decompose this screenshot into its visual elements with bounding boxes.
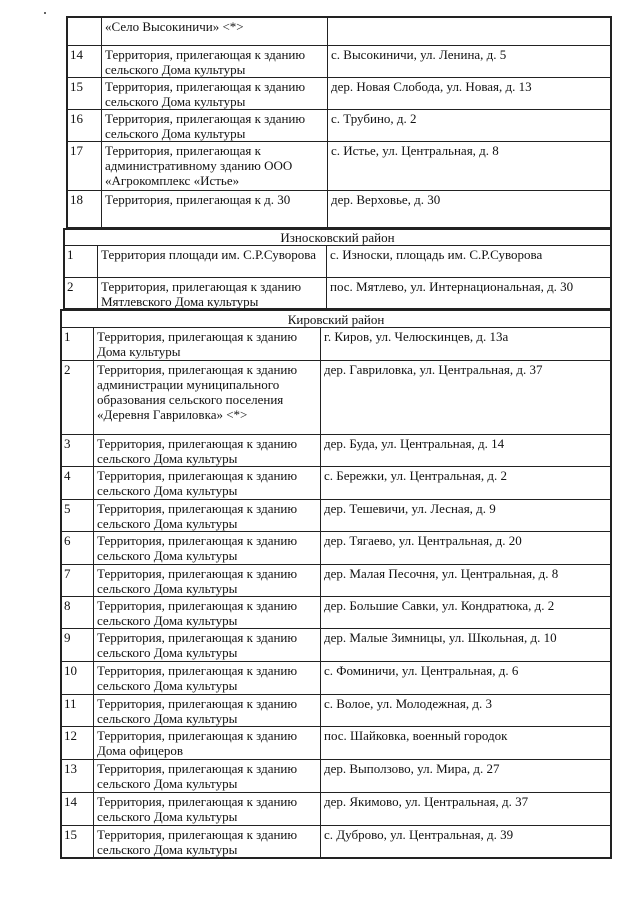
table-row: [62, 328, 611, 361]
row-address: дер. Гавриловка, ул. Центральная, д. 37: [321, 361, 611, 435]
table-row: [65, 278, 611, 310]
row-name: Территория, прилегающая к зданию сельского Дома культуры: [94, 662, 321, 695]
row-name: Территория, прилегающая к зданию сельского Дома культуры: [102, 110, 328, 142]
table-row: [62, 565, 611, 597]
row-name: Территория, прилегающая к зданию сельского Дома культуры: [94, 629, 321, 662]
row-address: дер. Тешевичи, ул. Лесная, д. 9: [321, 500, 611, 532]
row-number: 18: [68, 191, 102, 228]
table-row: [62, 695, 611, 727]
row-name: Территория, прилегающая к зданию сельского Дома культуры: [94, 695, 321, 727]
row-address: дер. Малая Песочня, ул. Центральная, д. 8: [321, 565, 611, 597]
row-number: 14: [62, 793, 94, 826]
row-number: 1: [65, 246, 98, 278]
row-name: Территория, прилегающая к зданию Дома офицеров: [94, 727, 321, 760]
scan-speck: [44, 12, 46, 14]
row-number: 3: [62, 435, 94, 467]
row-name: Территория, прилегающая к зданию сельского Дома культуры: [94, 565, 321, 597]
table-row: [68, 18, 611, 46]
row-number: 2: [62, 361, 94, 435]
table-row: [62, 597, 611, 629]
row-number: 4: [62, 467, 94, 500]
row-number: 11: [62, 695, 94, 727]
district-heading-row: [65, 230, 611, 246]
table-section-kirovsky: [60, 309, 612, 859]
table-row: [62, 361, 611, 435]
row-number: 14: [68, 46, 102, 78]
row-address: с. Высокиничи, ул. Ленина, д. 5: [328, 46, 611, 78]
territory-table-a: [67, 17, 611, 228]
row-name: Территория, прилегающая к д. 30: [102, 191, 328, 228]
table-row: [62, 727, 611, 760]
row-number: 17: [68, 142, 102, 191]
row-name: Территория, прилегающая к зданию сельского Дома культуры: [94, 467, 321, 500]
row-name: Территория, прилегающая к зданию сельского Дома культуры: [102, 78, 328, 110]
table-row: [68, 191, 611, 228]
table-row: [62, 435, 611, 467]
row-address: с. Истье, ул. Центральная, д. 8: [328, 142, 611, 191]
row-number: [68, 18, 102, 46]
row-number: 2: [65, 278, 98, 310]
row-address: пос. Мятлево, ул. Интернациональная, д. 30: [327, 278, 611, 310]
row-number: 13: [62, 760, 94, 793]
row-name: Территория площади им. С.Р.Суворова: [98, 246, 327, 278]
row-name: Территория, прилегающая к зданию администрации муниципального образования сельского поселения «Деревня Гавриловка» <*>: [94, 361, 321, 435]
table-row: [62, 793, 611, 826]
district-heading-row: [62, 311, 611, 328]
row-name: Территория, прилегающая к зданию сельского Дома культуры: [94, 597, 321, 629]
row-number: 15: [62, 826, 94, 858]
row-address: пос. Шайковка, военный городок: [321, 727, 611, 760]
table-section-continuation: [66, 16, 612, 229]
table-row: [65, 246, 611, 278]
row-address: дер. Тягаево, ул. Центральная, д. 20: [321, 532, 611, 565]
row-number: 15: [68, 78, 102, 110]
table-row: [68, 46, 611, 78]
table-row: [62, 467, 611, 500]
row-name: Территория, прилегающая к зданию сельского Дома культуры: [94, 435, 321, 467]
row-address: с. Трубино, д. 2: [328, 110, 611, 142]
row-address: с. Бережки, ул. Центральная, д. 2: [321, 467, 611, 500]
territory-table-b: [64, 229, 611, 310]
row-address: дер. Малые Зимницы, ул. Школьная, д. 10: [321, 629, 611, 662]
row-address: с. Волое, ул. Молодежная, д. 3: [321, 695, 611, 727]
territory-table-c: [61, 310, 611, 858]
row-address: дер. Выползово, ул. Мира, д. 27: [321, 760, 611, 793]
district-heading: Кировский район: [62, 311, 611, 328]
row-address: с. Дуброво, ул. Центральная, д. 39: [321, 826, 611, 858]
row-number: 8: [62, 597, 94, 629]
row-address: дер. Буда, ул. Центральная, д. 14: [321, 435, 611, 467]
row-number: 1: [62, 328, 94, 361]
row-name: Территория, прилегающая к зданию сельского Дома культуры: [94, 500, 321, 532]
row-name: Территория, прилегающая к зданию сельского Дома культуры: [94, 760, 321, 793]
row-number: 7: [62, 565, 94, 597]
row-address: дер. Новая Слобода, ул. Новая, д. 13: [328, 78, 611, 110]
row-name: Территория, прилегающая к зданию сельского Дома культуры: [94, 826, 321, 858]
row-address: с. Износки, площадь им. С.Р.Суворова: [327, 246, 611, 278]
row-name: Территория, прилегающая к зданию сельского Дома культуры: [94, 793, 321, 826]
row-address: дер. Верховье, д. 30: [328, 191, 611, 228]
table-row: [62, 662, 611, 695]
row-address: г. Киров, ул. Челюскинцев, д. 13а: [321, 328, 611, 361]
row-name: Территория, прилегающая к зданию сельского Дома культуры: [94, 532, 321, 565]
row-name: Территория, прилегающая к административному зданию ООО «Агрокомплекс «Истье»: [102, 142, 328, 191]
table-row: [62, 826, 611, 858]
row-number: 16: [68, 110, 102, 142]
row-address: дер. Якимово, ул. Центральная, д. 37: [321, 793, 611, 826]
table-section-iznoskovsky: [63, 228, 612, 309]
row-number: 12: [62, 727, 94, 760]
row-number: 5: [62, 500, 94, 532]
table-row: [68, 142, 611, 191]
row-name: Территория, прилегающая к зданию сельского Дома культуры: [102, 46, 328, 78]
district-heading: Износковский район: [65, 230, 611, 246]
row-name: Территория, прилегающая к зданию Мятлевского Дома культуры: [98, 278, 327, 310]
table-row: [62, 760, 611, 793]
row-address: с. Фоминичи, ул. Центральная, д. 6: [321, 662, 611, 695]
row-address: дер. Большие Савки, ул. Кондратюка, д. 2: [321, 597, 611, 629]
row-name: «Село Высокиничи» <*>: [102, 18, 328, 46]
row-address: [328, 18, 611, 46]
row-number: 9: [62, 629, 94, 662]
table-row: [62, 629, 611, 662]
row-number: 6: [62, 532, 94, 565]
table-row: [62, 532, 611, 565]
row-number: 10: [62, 662, 94, 695]
table-row: [62, 500, 611, 532]
row-name: Территория, прилегающая к зданию Дома культуры: [94, 328, 321, 361]
table-row: [68, 110, 611, 142]
table-row: [68, 78, 611, 110]
